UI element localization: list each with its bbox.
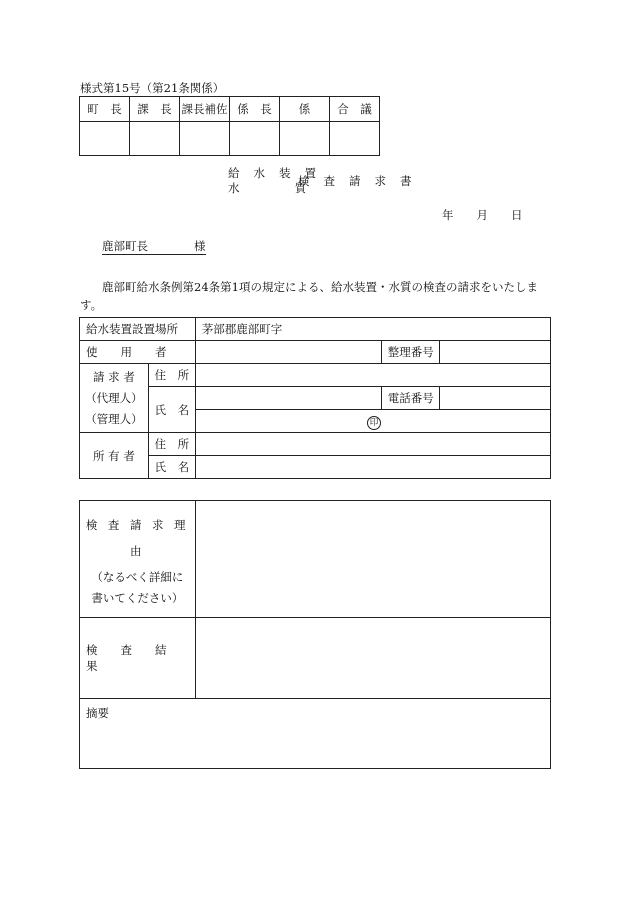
owner-name-label: 氏 名	[148, 456, 195, 479]
applicant-address-label: 住 所	[148, 364, 195, 387]
owner-label: 所 有 者	[80, 433, 149, 479]
ref-no-label: 整理番号	[382, 341, 440, 364]
reason-field[interactable]	[195, 501, 550, 618]
applicant-label	[80, 364, 149, 433]
inspection-table	[79, 500, 551, 769]
reason-note1: （なるべく詳細に	[91, 570, 184, 584]
user-label-text: 使 用 者	[86, 345, 167, 359]
result-label-text: 検 査 結 果	[86, 643, 190, 673]
stamp-box-section-chief[interactable]	[130, 122, 180, 156]
title-line1: 給 水 装 置	[228, 166, 322, 180]
form-number: 様式第15号（第21条関係）	[80, 81, 225, 95]
stamp-box-mayor[interactable]	[80, 122, 130, 156]
stamp-header-unit-chief: 係 長	[230, 97, 280, 122]
stamp-header-section-chief: 課 長	[130, 97, 180, 122]
application-table	[79, 317, 551, 479]
summary-label: 摘要	[86, 706, 109, 720]
applicant-name-label: 氏 名	[148, 387, 195, 433]
seal-mark: 印	[367, 416, 381, 430]
request-statement: 鹿部町給水条例第24条第1項の規定による、給水装置・水質の検査の請求をいたします。	[80, 280, 538, 312]
summary-box[interactable]	[80, 699, 551, 769]
stamp-header-deputy-chief: 課長補佐	[180, 97, 230, 122]
stamp-box-consultation[interactable]	[330, 122, 380, 156]
agent-label-text: （代理人）	[85, 390, 143, 405]
stamp-header-staff: 係	[280, 97, 330, 122]
reason-label-text: 検 査 請 求 理 由	[85, 518, 189, 558]
owner-address-field[interactable]	[195, 433, 550, 456]
applicant-label-text: 請 求 者	[93, 369, 135, 384]
location-label: 給水装置設置場所	[80, 318, 196, 341]
stamp-box-unit-chief[interactable]	[230, 122, 280, 156]
date-line: 年 月 日	[442, 208, 523, 222]
ref-no-field[interactable]	[440, 341, 551, 364]
result-label	[80, 618, 196, 699]
manager-label-text: （管理人）	[85, 411, 143, 426]
owner-name-field[interactable]	[195, 456, 550, 479]
stamp-box-staff[interactable]	[280, 122, 330, 156]
owner-address-label: 住 所	[148, 433, 195, 456]
applicant-address-field[interactable]	[195, 364, 550, 387]
phone-label: 電話番号	[382, 387, 440, 410]
reason-label	[80, 501, 196, 618]
applicant-name-field[interactable]	[195, 387, 382, 410]
stamp-header-consultation: 合 議	[330, 97, 380, 122]
user-label	[80, 341, 196, 364]
stamp-box-deputy-chief[interactable]	[180, 122, 230, 156]
location-field[interactable]: 茅部郡鹿部町字	[195, 318, 550, 341]
approval-stamp-table	[79, 96, 380, 156]
result-field[interactable]	[195, 618, 550, 699]
reason-note2: 書いてください）	[91, 591, 184, 605]
user-field[interactable]	[195, 341, 382, 364]
phone-field[interactable]	[440, 387, 551, 410]
document-title	[228, 165, 417, 197]
stamp-header-mayor: 町 長	[80, 97, 130, 122]
title-suffix: 検 査 請 求 書	[298, 174, 417, 188]
addressee: 鹿部町長 様	[102, 239, 206, 253]
title-line2: 水 質	[228, 181, 312, 195]
